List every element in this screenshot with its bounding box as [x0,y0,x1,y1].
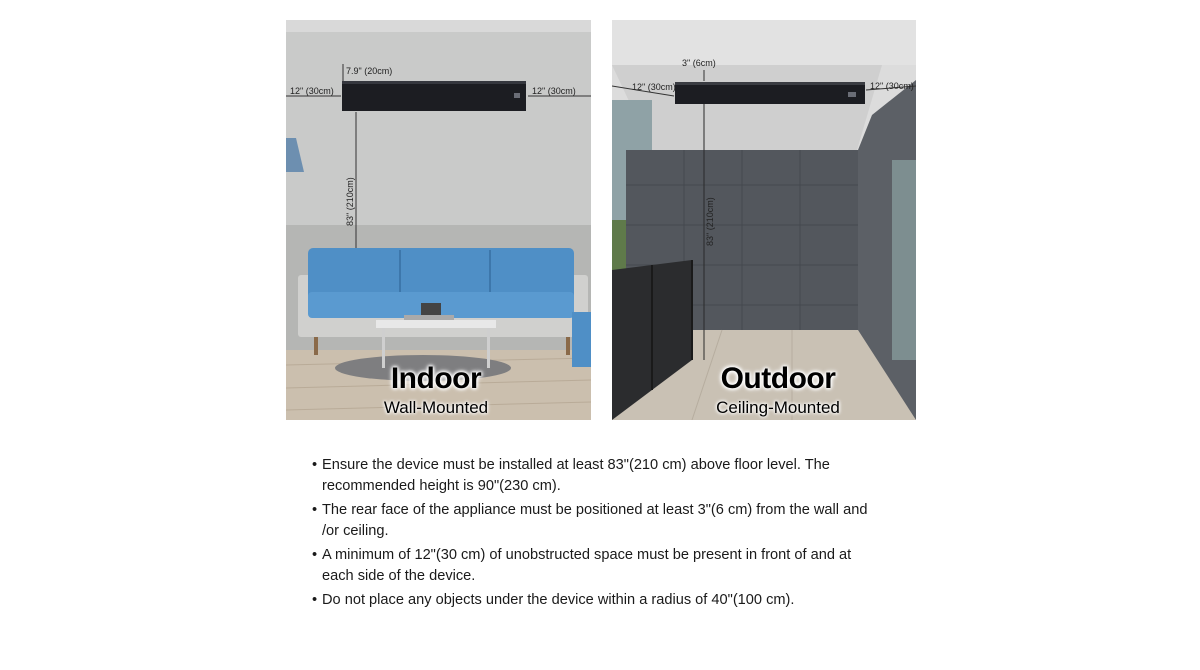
coffee-table [376,320,496,328]
outdoor-title: Outdoor [720,362,836,395]
outdoor-photo-panel [612,20,916,420]
outdoor-heater [675,82,865,104]
outdoor-top-clearance-label: 3" (6cm) [682,58,716,68]
outdoor-balcony-illustration [612,20,916,420]
indoor-title: Indoor [390,362,482,395]
glass-door [892,160,916,360]
indoor-left-clearance-label: 12" (30cm) [290,86,334,96]
outdoor-left-clearance-label: 12" (30cm) [632,82,676,92]
note-item: • Ensure the device must be installed at least 83"(210 cm) above floor level. The recommended height is 90"(230 cm). [312,455,882,497]
outdoor-right-clearance-label: 12" (30cm) [870,81,914,91]
note-item: • A minimum of 12"(30 cm) of unobstructed space must be present in front of and at each side of the device. [312,545,882,587]
note-item: • The rear face of the appliance must be positioned at least 3"(6 cm) from the wall and /or ceiling. [312,500,882,542]
indoor-photo-panel [286,20,591,420]
indoor-subtitle: Wall-Mounted [383,398,489,417]
indoor-room-illustration [286,20,591,420]
indoor-height-label: 83" (210cm) [345,177,355,226]
indoor-heater [342,81,526,111]
indoor-top-clearance-label: 7.9" (20cm) [346,66,393,76]
installation-notes-list [312,455,882,614]
note-item: • Do not place any objects under the device within a radius of 40"(100 cm). [312,590,882,611]
outdoor-height-label: 83" (210cm) [705,197,715,246]
outdoor-subtitle: Ceiling-Mounted [716,398,840,417]
indoor-right-clearance-label: 12" (30cm) [532,86,576,96]
